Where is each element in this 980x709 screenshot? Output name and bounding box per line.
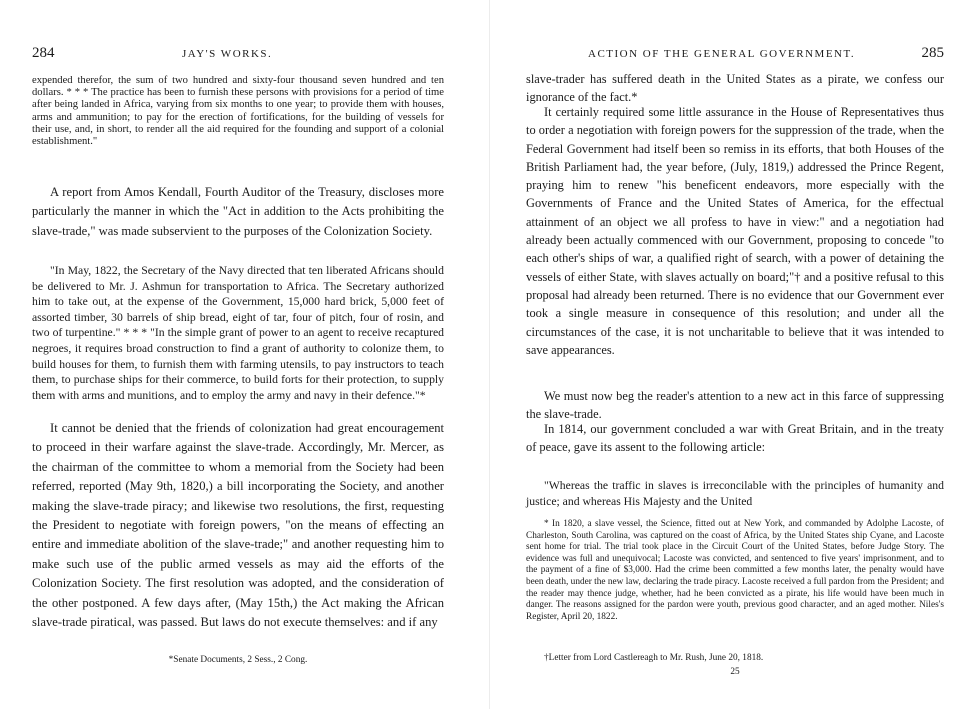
paragraph: A report from Amos Kendall, Fourth Auditor of the Treasury, discloses more particularly the manner in which the "Act in addition to the Acts prohibiting the slave-trade," was made subservient to the purposes of the Colonization Society.: [32, 185, 444, 238]
block-quotation: "Whereas the traffic in slaves is irreconcilable with the principles of humanity and justice; and whereas His Majesty and the United: [526, 479, 944, 508]
paragraph: It cannot be denied that the friends of colonization had great encouragement to proceed in their warfare against the slave-trade. Accordingly, Mr. Mercer, as the chairman of the committee to whom a memorial from the Society had been referred, reported (May 9th, 1820,) a bill incorporating the Society, and another making the slave-trade piracy; and likewise two resolutions, the first, requesting the President to negotiate with foreign powers, "on the means of effecting an entire and immediate abolition of the slave-trade;" and another requesting him to make such use of the public armed vessels as may aid the efforts of the Colonization Society. The first resolution was adopted, and the consideration of the other postponed. A few days after, (May 15th,) the Act making the African slave-trade piratical, was passed. But laws do not execute themselves: and if any: [32, 421, 444, 630]
paragraph: It certainly required some little assurance in the House of Representatives thus to order a negotiation with foreign powers for the suppression of the trade, when the Federal Government had itself been so remiss in its efforts, that both Houses of the British Parliament had, the year before, (July, 1819,) addressed the Prince Regent, praying him to renew "his beneficent endeavors, more especially with the Governments of France and the United States of America, for the effectual attainment of an object we all profess to have in view:" and a negotiation had already been actually commenced with our Government, proposing to concede "to each other's ships of war, a qualified right of search, with a power of detaining the vessels of either State, with slaves actually on board;"† and a positive refusal to this proposal had already been returned. There is no evidence that our Government ever took a single measure in consequence of this resolution; and under all the circumstances of the case, it is not uncharitable to believe that it was intended to save appearances.: [526, 105, 944, 357]
running-head: ACTION OF THE GENERAL GOVERNMENT.: [588, 48, 856, 60]
footnote: * In 1820, a slave vessel, the Science, fitted out at New York, and commanded by Adolphe Lacoste, of Charleston, South Carolina, was captured on the coast of Africa, by the United States ship Cyane, and Lacoste sent home for trial. The trial took place in the Circuit Court of the United States, before Judge Story. The evidence was full and unequivocal; Lacoste was convicted, and sentenced to five years' imprisonment, and to the payment of a fine of $3,000. Had the crime been committed a few months later, the penalty would have been death, under the new law, declaring the trade piracy. Lacoste received a full pardon from the President; and the reader may thence judge, whether, had he been convicted as a pirate, his life would have been much in danger. The reasons assigned for the pardon were youth, previous good character, and an aged mother. Niles's Register, April 20, 1822.: [526, 519, 944, 622]
left-page-header: [32, 44, 450, 62]
right-page: [490, 0, 980, 709]
paragraph: In 1814, our government concluded a war with Great Britain, and in the treaty of peace, gave its assent to the following article:: [526, 422, 944, 455]
running-head: JAY'S WORKS.: [182, 48, 273, 60]
quotation-continued: expended therefor, the sum of two hundred and sixty-four thousand seven hundred and ten dollars. * * * The practice has been to furnish these persons with provisions for a period of time after being landed in Africa, varying from six months to one year; to provide them with houses, arms and ammunition; to pay for the erection of fortifications, for the building of vessels for their use, and, in short, to render all the aid required for the founding and support of a colonial establishment.": [32, 75, 444, 148]
page-number: 285: [921, 45, 944, 61]
paragraph: slave-trader has suffered death in the United States as a pirate, we confess our ignorance of the fact.*: [526, 72, 944, 105]
right-page-header: [526, 44, 944, 62]
page-number: 284: [32, 45, 55, 61]
block-quotation: "In May, 1822, the Secretary of the Navy directed that ten liberated Africans should be delivered to Mr. J. Ashmun for transportation to Africa. The Secretary authorized him to take out, at the expense of the Government, 15,000 hard brick, 5,000 feet of assorted timber, 30 barrels of ship bread, eight of tar, four of pitch, four of rosin, and two of turpentine." * * * "In the simple grant of power to an agent to receive recaptured negroes, it requires broad construction to find a grant of authority to colonize them, to build houses for them, to furnish them with farming utensils, to pay instructors to teach them, to purchase ships for their commerce, to build forts for their protection, to supply them with arms and munitions, and to employ the army and navy in their defence."*: [32, 264, 444, 402]
footnote: †Letter from Lord Castlereagh to Mr. Rush, June 20, 1818.: [544, 653, 764, 663]
paragraph: We must now beg the reader's attention to a new act in this farce of suppressing the slave-trade.: [526, 389, 944, 422]
footnote: *Senate Documents, 2 Sess., 2 Cong.: [168, 655, 308, 665]
signature-mark: 25: [730, 667, 740, 677]
